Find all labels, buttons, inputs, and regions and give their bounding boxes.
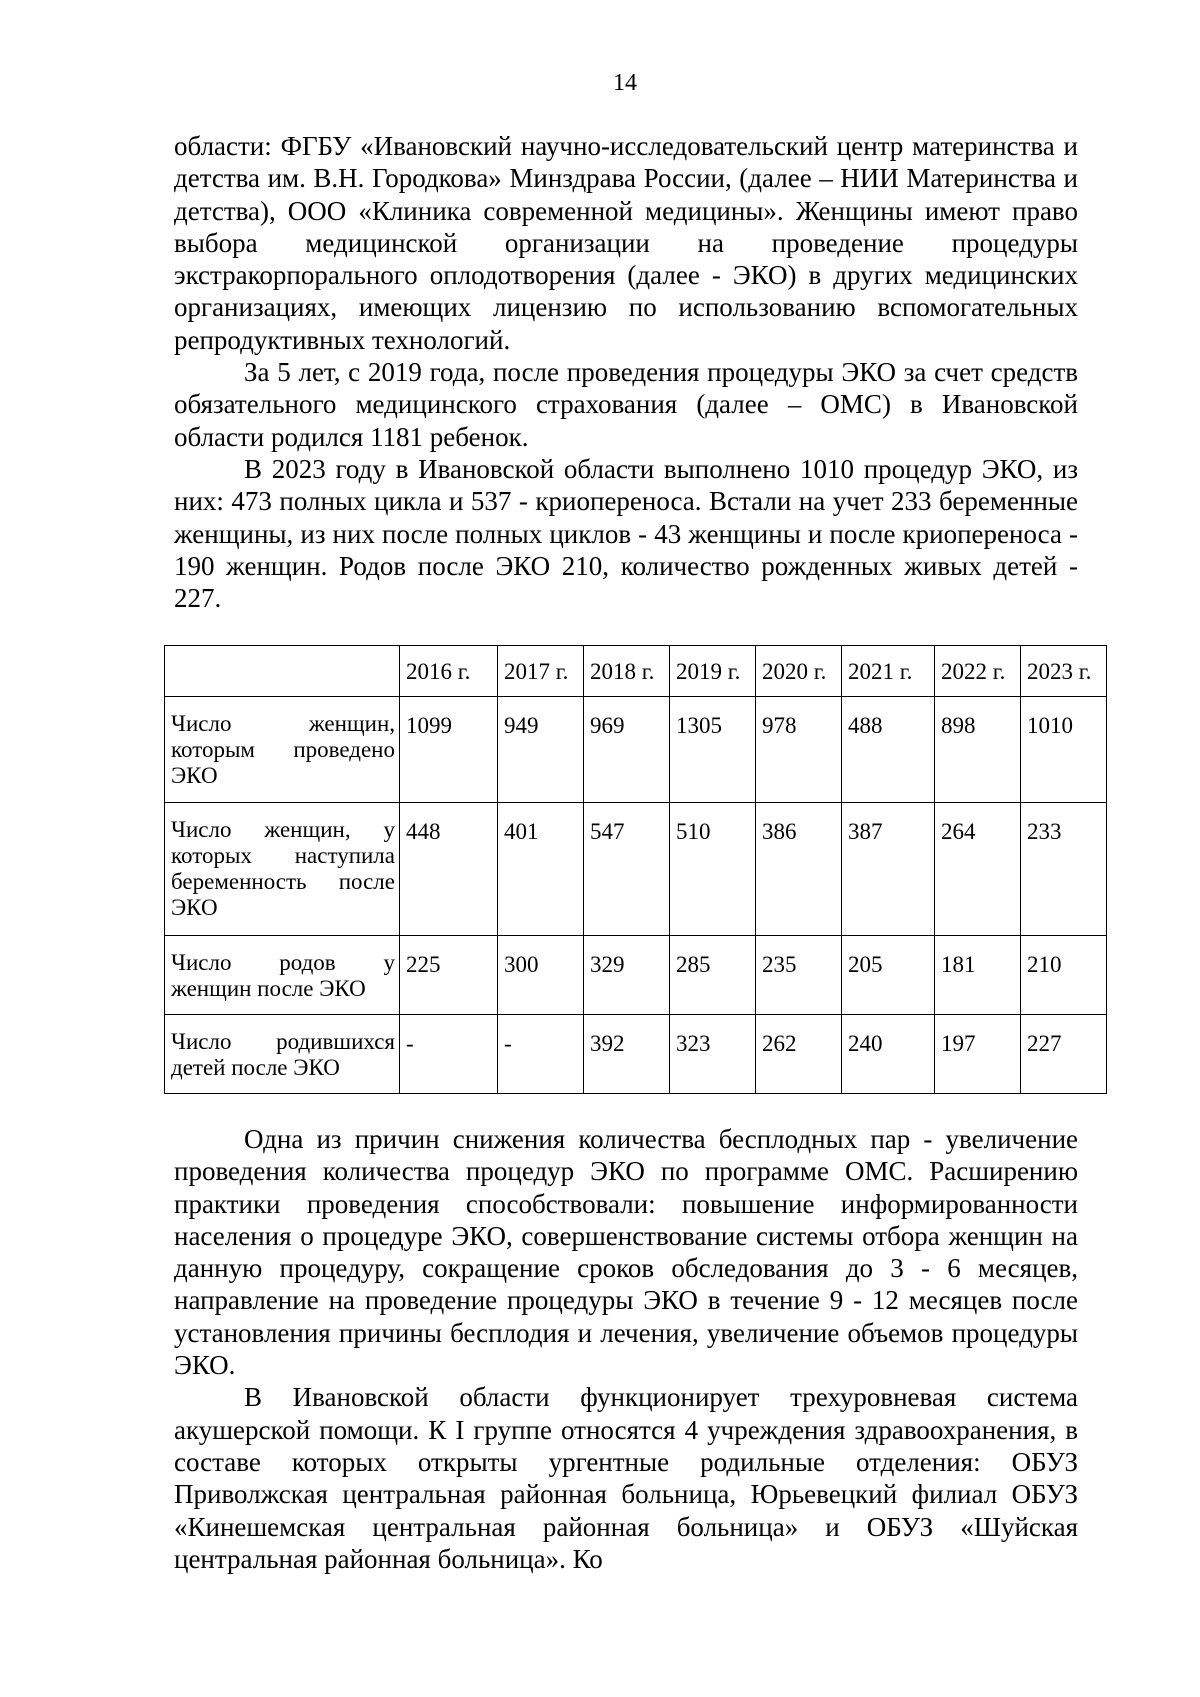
- table-cell: 969: [584, 697, 670, 803]
- table-cell: 510: [670, 803, 756, 936]
- year-header: 2021 г.: [842, 646, 935, 697]
- table-cell: 387: [842, 803, 935, 936]
- paragraph: В 2023 году в Ивановской области выполнено 1010 процедур ЭКО, из них: 473 полных цикла и 537 - криопереноса. Встали на учет 233 беременные женщины, из них после полных циклов - 43 женщины и после криопереноса - 190 женщин. Родов после ЭКО 210, количество рожденных живых детей - 227.: [174, 453, 1078, 614]
- table-cell: 285: [670, 936, 756, 1015]
- paragraph: В Ивановской области функционирует трехуровневая система акушерской помощи. К I группе относятся 4 учреждения здравоохранения, в составе которых открыты ургентные родильные отделения: ОБУЗ Приволжская центральная районная больница, Юрьевецкий филиал ОБУЗ «Кинешемская центральная районная больница» и ОБУЗ «Шуйская центральная районная больница». Ко: [174, 1382, 1078, 1574]
- table-cell: 1010: [1021, 697, 1107, 803]
- table-cell: 227: [1021, 1015, 1107, 1094]
- table-cell: 197: [935, 1015, 1021, 1094]
- table-cell: 240: [842, 1015, 935, 1094]
- table-cell: 488: [842, 697, 935, 803]
- table-cell: 392: [584, 1015, 670, 1094]
- table-cell: 300: [498, 936, 584, 1015]
- table-corner-cell: [165, 646, 400, 697]
- table-header-row: [165, 646, 1107, 697]
- table-cell: 329: [584, 936, 670, 1015]
- year-header: 2020 г.: [756, 646, 842, 697]
- table-cell: 1305: [670, 697, 756, 803]
- table-cell: 210: [1021, 936, 1107, 1015]
- table-cell: 401: [498, 803, 584, 936]
- table-cell: 225: [400, 936, 498, 1015]
- table-cell: 898: [935, 697, 1021, 803]
- page-number: 14: [613, 70, 637, 96]
- table-cell: 264: [935, 803, 1021, 936]
- year-header: 2023 г.: [1021, 646, 1107, 697]
- table-cell: 1099: [400, 697, 498, 803]
- table-cell: 323: [670, 1015, 756, 1094]
- table-cell: 235: [756, 936, 842, 1015]
- table-cell: 978: [756, 697, 842, 803]
- table-cell: 262: [756, 1015, 842, 1094]
- table-row: [165, 803, 1107, 936]
- table-cell: -: [498, 1015, 584, 1094]
- year-header: 2017 г.: [498, 646, 584, 697]
- table-cell: 547: [584, 803, 670, 936]
- row-label: Число родившихся детей после ЭКО: [165, 1015, 400, 1094]
- year-header: 2016 г.: [400, 646, 498, 697]
- eco-statistics-table: [164, 645, 1107, 1094]
- table-cell: -: [400, 1015, 498, 1094]
- table-cell: 181: [935, 936, 1021, 1015]
- table-row: [165, 697, 1107, 803]
- year-header: 2018 г.: [584, 646, 670, 697]
- text-block-bottom: [174, 1123, 1078, 1575]
- text-block-top: [174, 130, 1078, 614]
- table-row: [165, 936, 1107, 1015]
- row-label: Число женщин, у которых наступила беременность после ЭКО: [165, 803, 400, 936]
- paragraph: За 5 лет, с 2019 года, после проведения процедуры ЭКО за счет средств обязательного медицинского страхования (далее – ОМС) в Ивановской области родился 1181 ребенок.: [174, 357, 1078, 452]
- paragraph: Одна из причин снижения количества бесплодных пар - увеличение проведения количества процедур ЭКО по программе ОМС. Расширению практики проведения способствовали: повышение информированности населения о процедуре ЭКО, совершенствование системы отбора женщин на данную процедуру, сокращение сроков обследования до 3 - 6 месяцев, направление на проведение процедуры ЭКО в течение 9 - 12 месяцев после установления причины бесплодия и лечения, увеличение объемов процедуры ЭКО.: [174, 1124, 1078, 1381]
- row-label: Число женщин, которым проведено ЭКО: [165, 697, 400, 803]
- table-cell: 949: [498, 697, 584, 803]
- year-header: 2022 г.: [935, 646, 1021, 697]
- table-cell: 233: [1021, 803, 1107, 936]
- table-cell: 205: [842, 936, 935, 1015]
- table-cell: 386: [756, 803, 842, 936]
- paragraph: области: ФГБУ «Ивановский научно-исследовательский центр материнства и детства им. В.Н. Городкова» Минздрава России, (далее – НИИ Материнства и детства), ООО «Клиника современной медицины». Женщины имеют право выбора медицинской организации на проведение процедуры экстракорпорального оплодотворения (далее - ЭКО) в других медицинских организациях, имеющих лицензию по использованию вспомогательных репродуктивных технологий.: [174, 131, 1078, 355]
- eco-statistics-table-wrapper: [164, 645, 1107, 1094]
- year-header: 2019 г.: [670, 646, 756, 697]
- table-row: [165, 1015, 1107, 1094]
- row-label: Число родов у женщин после ЭКО: [165, 936, 400, 1015]
- table-cell: 448: [400, 803, 498, 936]
